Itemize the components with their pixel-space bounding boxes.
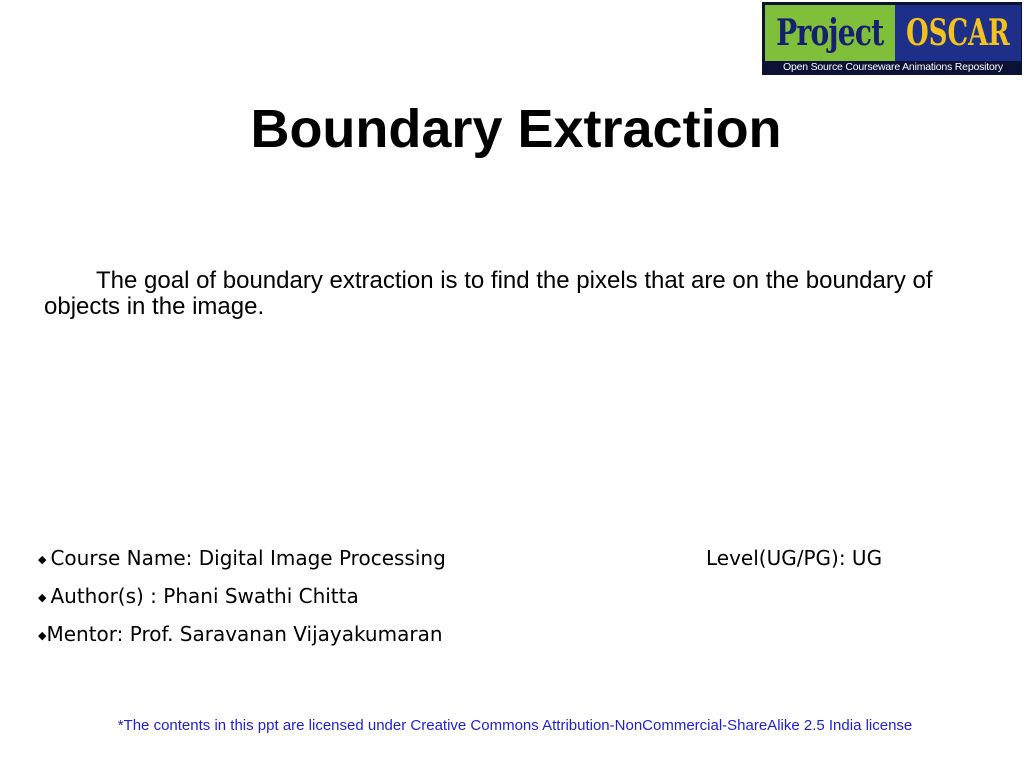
- author-text: Author(s) : Phani Swathi Chitta: [50, 584, 359, 608]
- author-line: [38, 584, 359, 610]
- level-text: Level(UG/PG): UG: [706, 546, 883, 570]
- slide-title: Boundary Extraction: [250, 99, 782, 159]
- diamond-bullet-icon: ◆: [38, 591, 47, 604]
- license-notice: *The contents in this ppt are licensed under Creative Commons Attribution-NonCommercial-ShareAlike 2.5 India license: [117, 717, 913, 734]
- diamond-bullet-icon: ◆: [38, 553, 47, 566]
- logo-wordmark: [765, 5, 1021, 61]
- logo-tagline: Open Source Courseware Animations Repository: [783, 61, 1003, 73]
- project-oscar-logo: [762, 2, 1022, 75]
- diamond-bullet-icon: ◆: [38, 629, 47, 642]
- logo-word-oscar: OSCAR: [895, 5, 1021, 61]
- course-name-line: [38, 546, 446, 572]
- course-name-text: Course Name: Digital Image Processing: [50, 546, 446, 570]
- mentor-line: [38, 622, 443, 648]
- logo-word-project: Project: [765, 5, 895, 61]
- mentor-text: Mentor: Prof. Saravanan Vijayakumaran: [46, 622, 443, 646]
- goal-paragraph: The goal of boundary extraction is to find the pixels that are on the boundary of objects in the image.: [44, 267, 933, 320]
